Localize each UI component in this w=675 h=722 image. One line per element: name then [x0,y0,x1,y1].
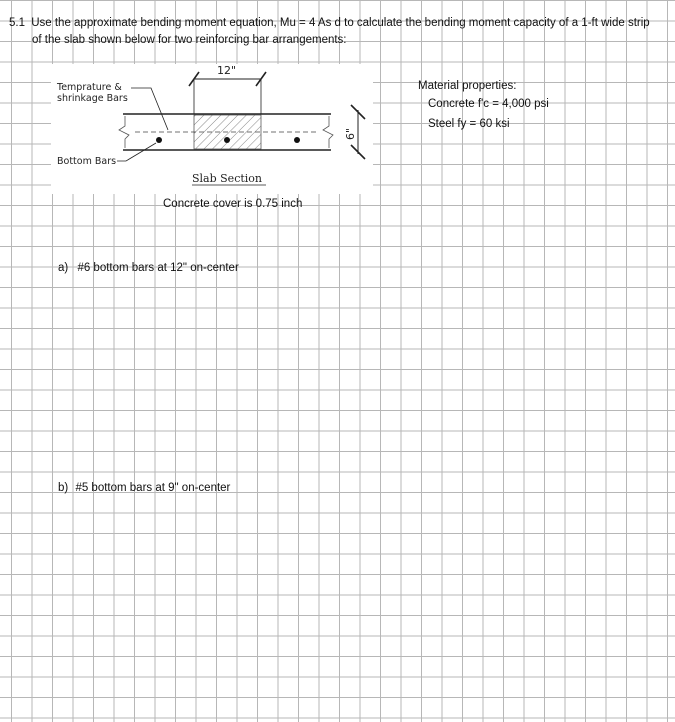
problem-text-line-1: Use the approximate bending moment equation, Mu = 4 As d to calculate the bending moment capacity of a 1-ft wide strip [31,17,650,29]
bottom-bar-2 [224,137,230,143]
temperature-leader-line [131,88,168,130]
material-properties-heading: Material properties: [418,80,517,92]
concrete-strength: Concrete f'c = 4,000 psi [428,98,549,110]
figure-caption: Slab Section [192,172,263,185]
part-b-text: #5 bottom bars at 9" on-center [75,482,231,494]
temperature-label-line-1: Temprature & [57,82,122,93]
bottom-bar-1 [156,137,162,143]
bottom-bars-label: Bottom Bars [57,156,117,167]
part-b [58,481,230,495]
temperature-label-line-2: shrinkage Bars [57,93,128,104]
steel-yield-strength: Steel fy = 60 ksi [428,118,510,130]
problem-number: 5.1 [9,17,25,29]
slab-section-drawing [51,64,373,194]
bottom-bar-3 [294,137,300,143]
depth-label: 6" [344,127,357,140]
spacing-label: 12" [217,64,237,77]
part-a [58,261,239,275]
part-b-label: b) [58,482,69,494]
cover-note: Concrete cover is 0.75 inch [163,198,303,210]
left-break-mark [119,116,129,148]
problem-statement-line-2: of the slab shown below for two reinforcing bar arrangements: [32,34,347,46]
problem-statement-line-1 [9,16,650,30]
bottom-bars-leader-line [117,143,156,161]
part-a-label: a) [58,262,69,274]
slab-section-figure [51,64,373,194]
right-break-mark [323,116,333,148]
part-a-text: #6 bottom bars at 12" on-center [77,262,239,274]
